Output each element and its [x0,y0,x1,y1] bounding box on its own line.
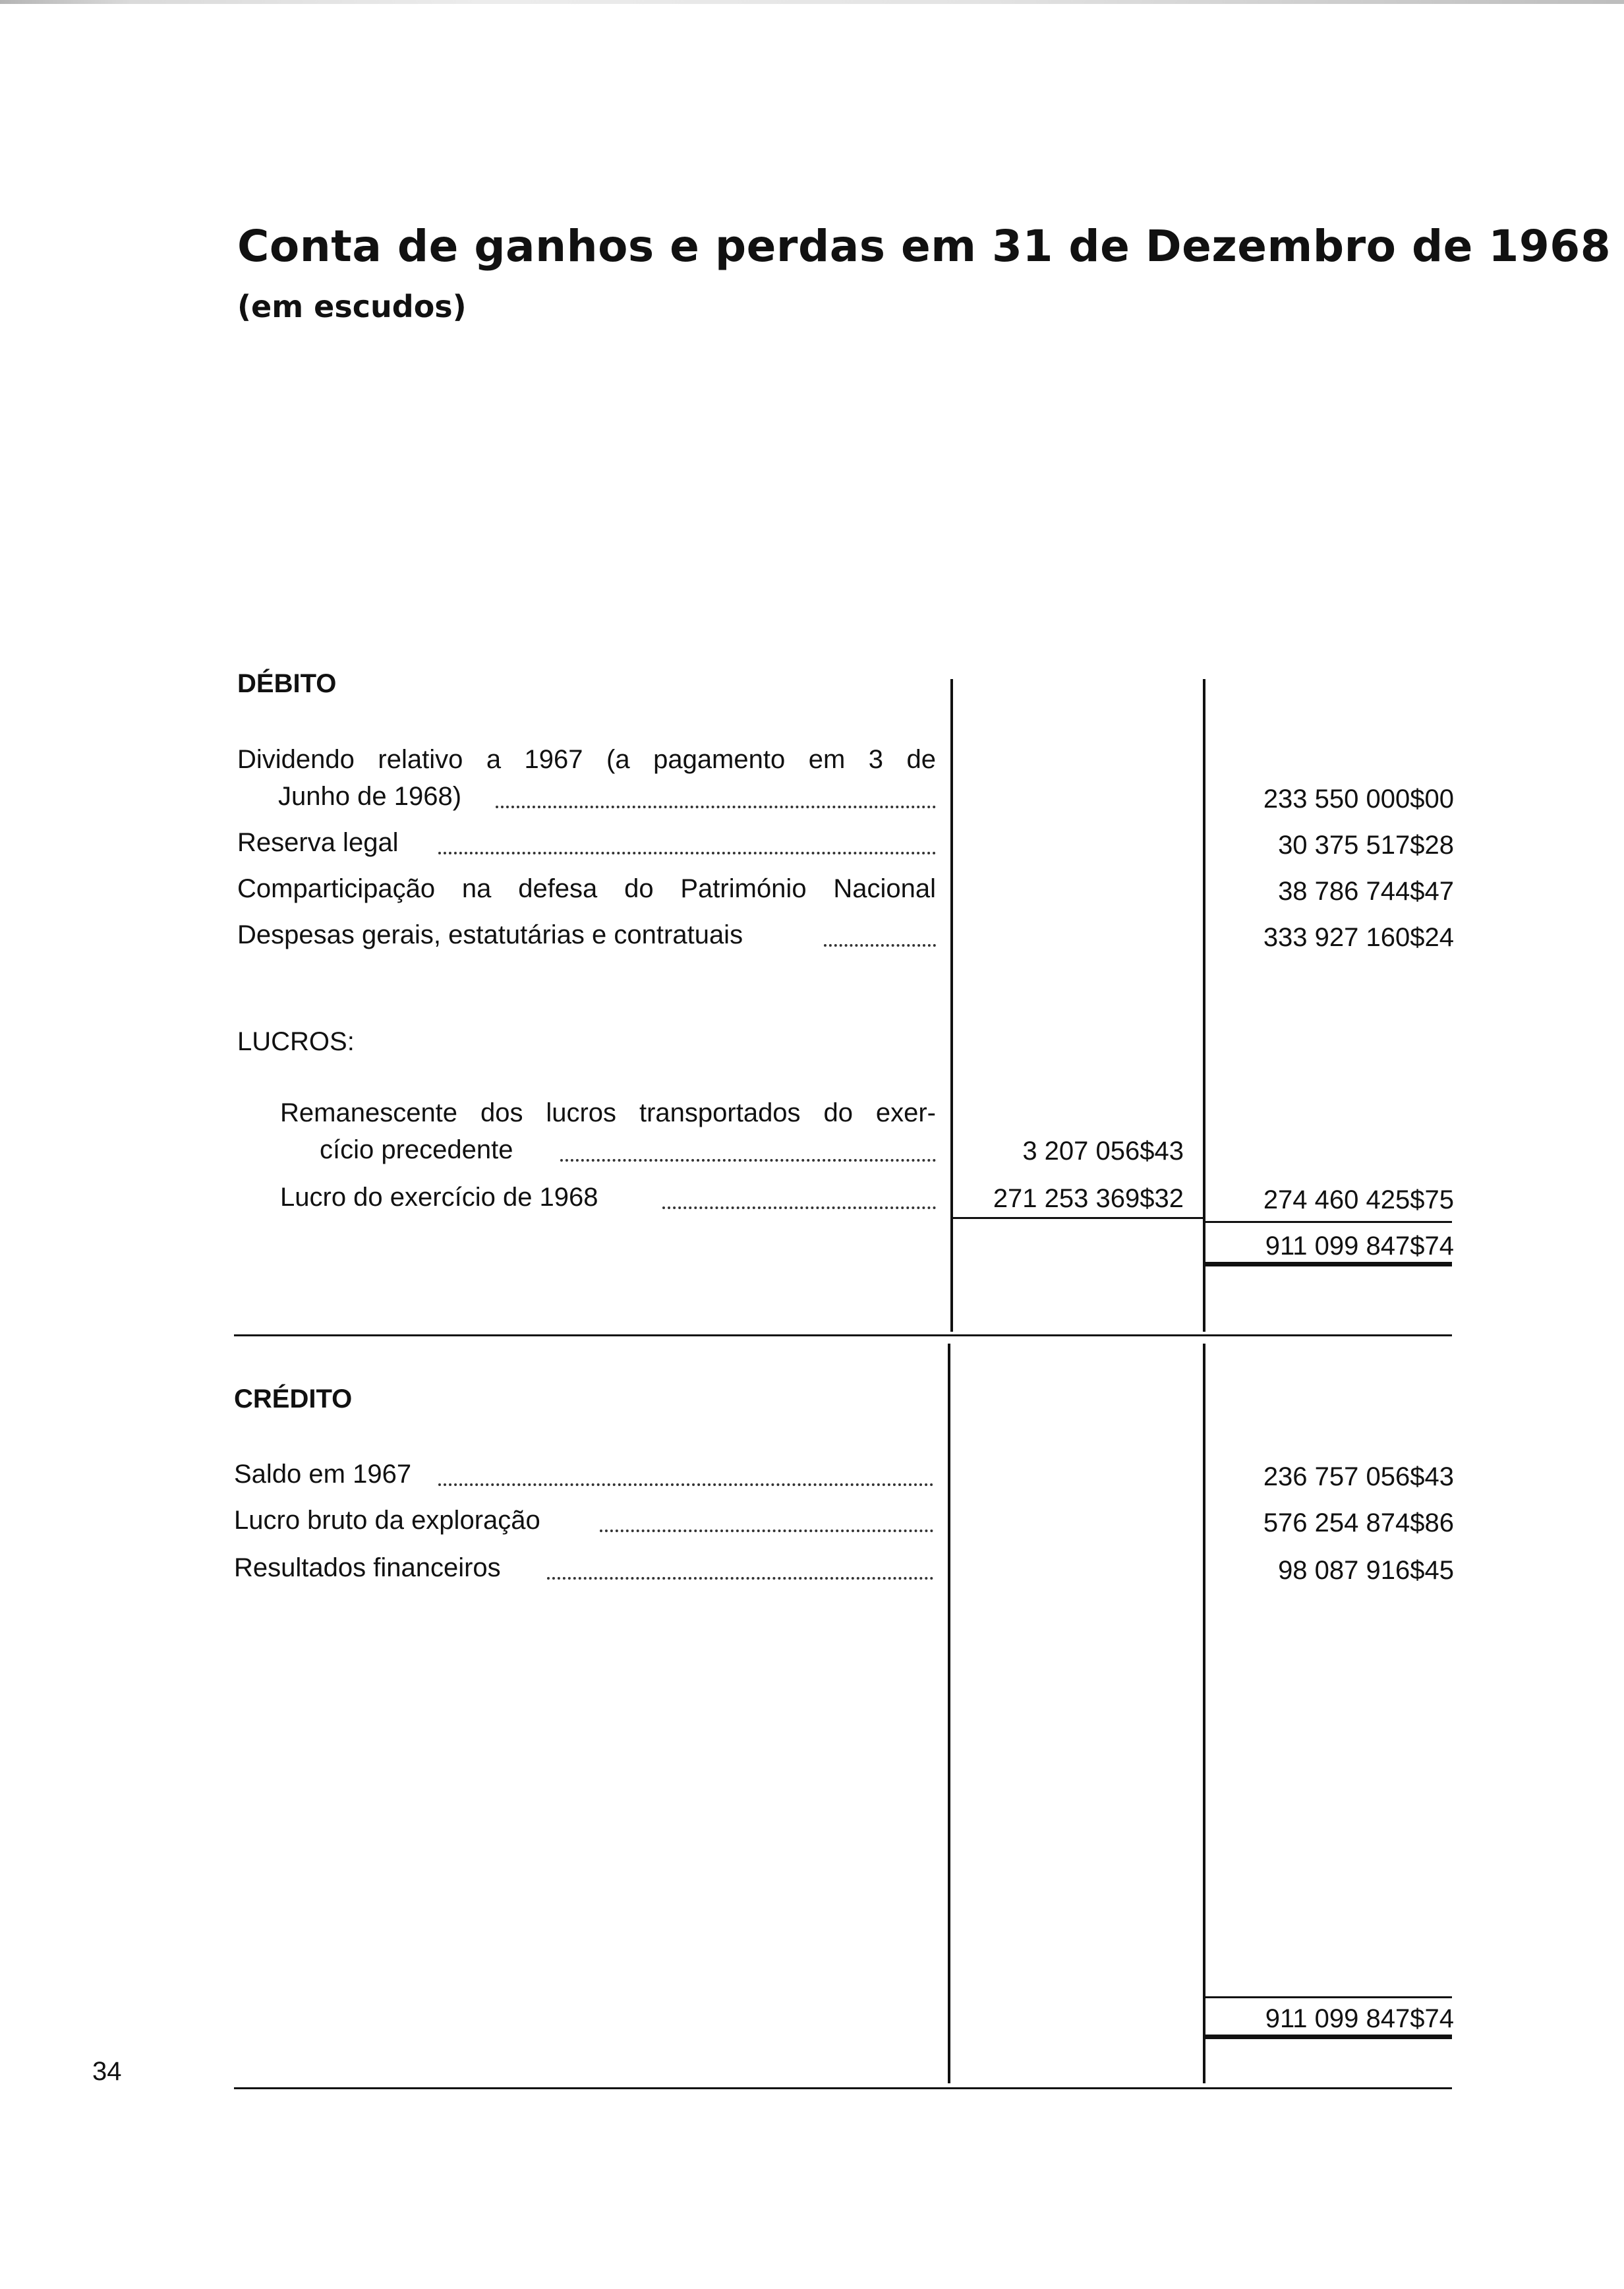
debit-item-dividend-line2: Junho de 1968) [278,782,462,811]
section-separator [234,1334,1452,1336]
page-title: Conta de ganhos e perdas em 31 de Dezembro de 1968 [237,221,1611,272]
debit-amount-reserva: 30 375 517$28 [1278,831,1454,860]
credit-amount-saldo: 236 757 056$43 [1263,1462,1454,1491]
credit-total: 911 099 847$74 [1265,2004,1454,2033]
debit-amount-patrimonio: 38 786 744$47 [1278,877,1454,906]
credit-item-lucro-bruto: Lucro bruto da exploração [234,1506,540,1535]
lucros-item-remanescente-line1: Remanescente dos lucros transportados do exer- [280,1098,936,1127]
page-number: 34 [92,2057,122,2086]
leader-dots [438,1483,933,1486]
credit-item-resultados: Resultados financeiros [234,1553,501,1582]
lucros-item-remanescente-line2: cício precedente [320,1135,513,1164]
lucros-amount-remanescente: 3 207 056$43 [1022,1137,1184,1166]
leader-dots [600,1530,933,1532]
debit-total-rule-top [1205,1221,1452,1223]
bottom-rule [234,2087,1452,2089]
subtotal-rule [953,1217,1204,1219]
credit-amount-resultados: 98 087 916$45 [1278,1556,1454,1585]
debit-total: 911 099 847$74 [1265,1232,1454,1261]
leader-dots [560,1159,936,1162]
leader-dots [824,944,936,947]
credit-item-saldo: Saldo em 1967 [234,1460,412,1489]
debit-item-dividend-line1: Dividendo relativo a 1967 (a pagamento em 3 de [237,745,936,774]
leader-dots [438,852,936,854]
debit-total-rule-bottom [1205,1262,1452,1266]
debit-amount-despesas: 333 927 160$24 [1263,923,1454,952]
column-divider-right-credit [1203,1344,1205,2083]
scan-edge [0,0,1624,4]
page-subtitle: (em escudos) [237,289,467,324]
debit-amount-dividend: 233 550 000$00 [1263,785,1454,814]
column-divider-left-debit [950,679,953,1332]
lucros-amount-exercicio: 271 253 369$32 [993,1184,1184,1213]
lucros-item-exercicio: Lucro do exercício de 1968 [280,1183,598,1212]
leader-dots [662,1206,936,1209]
credit-total-rule-bottom [1205,2035,1452,2039]
column-divider-left-credit [948,1344,950,2083]
debit-item-reserva: Reserva legal [237,828,399,857]
lucros-total: 274 460 425$75 [1263,1185,1454,1214]
debit-heading: DÉBITO [237,669,337,698]
column-divider-right-debit [1203,679,1205,1332]
debit-item-patrimonio: Comparticipação na defesa do Património Nacional [237,874,936,903]
leader-dots [496,806,936,808]
credit-heading: CRÉDITO [234,1384,353,1413]
credit-total-rule-top [1205,1996,1452,1998]
credit-amount-lucro-bruto: 576 254 874$86 [1263,1508,1454,1537]
lucros-heading: LUCROS: [237,1027,355,1056]
leader-dots [547,1577,933,1580]
debit-item-despesas: Despesas gerais, estatutárias e contratuais [237,920,743,949]
